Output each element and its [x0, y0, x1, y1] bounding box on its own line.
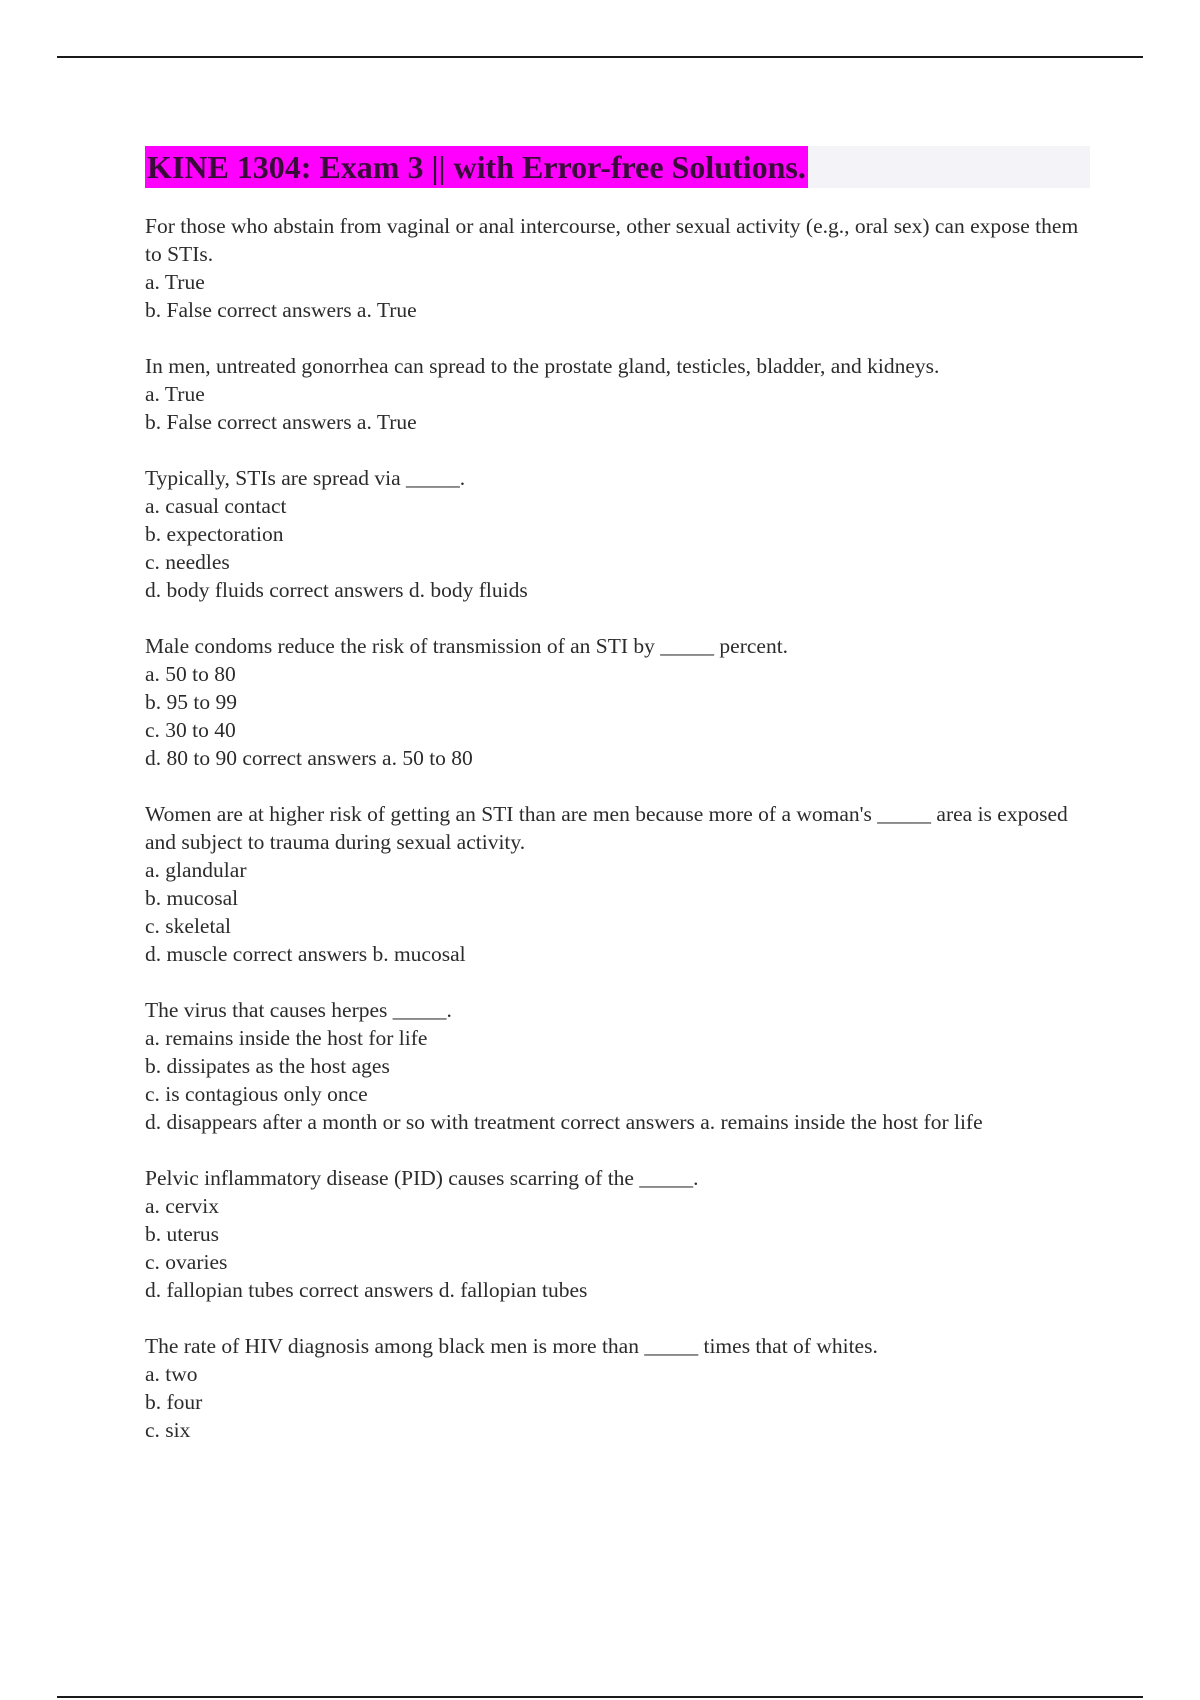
answer-option: c. is contagious only once: [145, 1082, 368, 1106]
answer-option: b. four: [145, 1390, 203, 1414]
bottom-rule: [57, 1696, 1143, 1698]
answer-option: b. expectoration: [145, 522, 284, 546]
answer-option: a. casual contact: [145, 494, 287, 518]
question-4: [145, 632, 1090, 772]
document-title: KINE 1304: Exam 3 || with Error-free Solutions.: [145, 146, 808, 188]
question-prompt: Women are at higher risk of getting an STI than are men because more of a woman's _____ area is exposed and subject to trauma during sexual activity.: [145, 802, 1074, 854]
question-prompt: In men, untreated gonorrhea can spread to the prostate gland, testicles, bladder, and kidneys.: [145, 354, 940, 378]
question-prompt: The rate of HIV diagnosis among black men is more than _____ times that of whites.: [145, 1334, 878, 1358]
answer-option-with-solution: d. 80 to 90 correct answers a. 50 to 80: [145, 746, 473, 770]
answer-option-with-solution: d. body fluids correct answers d. body fluids: [145, 578, 528, 602]
title-bar: [145, 146, 1090, 188]
answer-option: b. dissipates as the host ages: [145, 1054, 390, 1078]
answer-option: c. 30 to 40: [145, 718, 236, 742]
answer-option: c. six: [145, 1418, 191, 1442]
question-7: [145, 1164, 1090, 1304]
question-prompt: Typically, STIs are spread via _____.: [145, 466, 466, 490]
question-8: [145, 1332, 1090, 1444]
question-3: [145, 464, 1090, 604]
answer-option-with-solution: d. fallopian tubes correct answers d. fallopian tubes: [145, 1278, 588, 1302]
question-prompt: The virus that causes herpes _____.: [145, 998, 452, 1022]
answer-option: a. remains inside the host for life: [145, 1026, 428, 1050]
answer-option: a. 50 to 80: [145, 662, 236, 686]
top-rule: [57, 56, 1143, 58]
answer-option: b. mucosal: [145, 886, 239, 910]
answer-option: c. ovaries: [145, 1250, 228, 1274]
answer-option: c. needles: [145, 550, 230, 574]
question-prompt: Male condoms reduce the risk of transmission of an STI by _____ percent.: [145, 634, 789, 658]
answer-option: a. True: [145, 382, 205, 406]
question-6: [145, 996, 1090, 1136]
question-2: [145, 352, 1090, 436]
question-prompt: For those who abstain from vaginal or anal intercourse, other sexual activity (e.g., oral sex) can expose them to STIs.: [145, 214, 1084, 266]
answer-option-with-solution: d. disappears after a month or so with treatment correct answers a. remains inside the host for life: [145, 1110, 983, 1134]
answer-option: b. 95 to 99: [145, 690, 237, 714]
question-5: [145, 800, 1090, 968]
answer-option-with-solution: b. False correct answers a. True: [145, 410, 417, 434]
answer-option: a. True: [145, 270, 205, 294]
answer-option: b. uterus: [145, 1222, 220, 1246]
answer-option: c. skeletal: [145, 914, 231, 938]
answer-option: a. glandular: [145, 858, 247, 882]
answer-option-with-solution: b. False correct answers a. True: [145, 298, 417, 322]
answer-option: a. cervix: [145, 1194, 220, 1218]
answer-option: a. two: [145, 1362, 198, 1386]
question-prompt: Pelvic inflammatory disease (PID) causes scarring of the _____.: [145, 1166, 699, 1190]
answer-option-with-solution: d. muscle correct answers b. mucosal: [145, 942, 466, 966]
question-list: [145, 212, 1090, 1444]
question-1: [145, 212, 1090, 324]
document-body: [145, 146, 1090, 1472]
